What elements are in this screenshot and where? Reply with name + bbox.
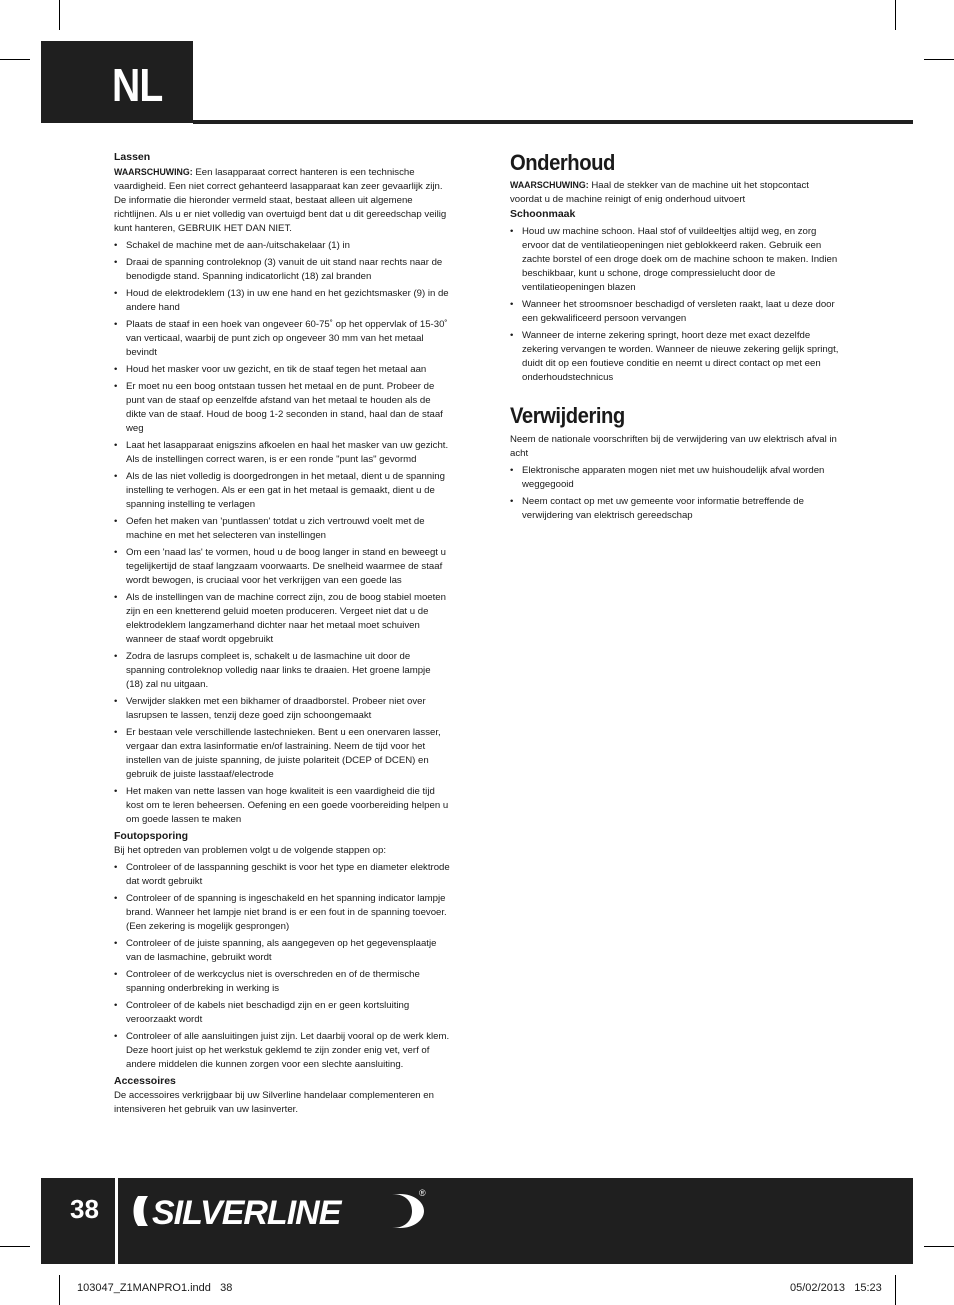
registered-mark: ®	[419, 1188, 426, 1198]
right-column	[510, 150, 840, 523]
list-item: • Controleer of de kabels niet beschadigd zijn en er geen kortsluiting veroorzaakt wordt	[114, 999, 450, 1027]
schoonmaak-heading: Schoonmaak	[510, 208, 576, 220]
list-item: • Wanneer de interne zekering springt, hoort deze met exact dezelfde zekering vervangen te worden. Wanneer de nieuwe zekering gelijk springt, duidt dit op een foutieve conditie en neemt u direct contact op met een onderhoudstechnicus	[510, 329, 840, 385]
list-item: • Zodra de lasrups compleet is, schakelt u de lasmachine uit door de spanning controleknop volledig naar links te draaien. Het groene lampje (18) zal nu uitgaan.	[114, 650, 450, 692]
foutopsporing-intro: Bij het optreden van problemen volgt u de volgende stappen op:	[114, 845, 387, 856]
warning-text: Haal de stekker van de machine uit het stopcontact voordat u de machine reinigt of enig onderhoud uitvoert	[510, 180, 809, 205]
schoonmaak-list	[510, 225, 840, 385]
list-item: • Controleer of alle aansluitingen juist zijn. Let daarbij vooral op de werk klem. Deze hoort juist op het werkstuk geklemd te zijn zonder enig vet, verf of andere middelen die kunnen zorgen voor een slechte aansluiting.	[114, 1030, 450, 1072]
list-item: • Laat het lasapparaat enigszins afkoelen en haal het masker van uw gezicht. Als de instellingen correct waren, is er een ronde "punt las" gevormd	[114, 439, 450, 467]
accessoires-text: De accessoires verkrijgbaar bij uw Silverline handelaar complementeren en intensiveren het gebruik van uw lasinverter.	[114, 1090, 434, 1115]
warning-label: WAARSCHUWING:	[114, 167, 193, 177]
crop-mark	[59, 1275, 60, 1305]
lassen-list	[114, 239, 450, 827]
crop-mark	[895, 0, 896, 30]
list-item: • Als de instellingen van de machine correct zijn, zou de boog stabiel moeten zijn en een knetterend geluid moeten produceren. Vergeet niet dat u de elektrodeklem langzamerhand dichter naar het metaal moet schuiven wanneer de staaf wordt opgebruikt	[114, 591, 450, 647]
lassen-heading: Lassen	[114, 151, 151, 163]
verwijdering-intro: Neem de nationale voorschriften bij de verwijdering van uw elektrisch afval in acht	[510, 434, 837, 459]
page-number: 38	[70, 1194, 99, 1224]
lassen-warning	[114, 165, 450, 236]
list-item: • Er moet nu een boog ontstaan tussen het metaal en de punt. Probeer de punt van de staaf op eenzelfde afstand van het metaal te houden als de dikte van de staaf. Houd de boog 1-2 seconden in stand, haal dan de staaf weg	[114, 380, 450, 436]
file-info: 103047_Z1MANPRO1.indd 38	[77, 1282, 233, 1294]
list-item: • Elektronische apparaten mogen niet met uw huishoudelijk afval worden weggegooid	[510, 464, 840, 492]
crop-mark	[59, 0, 60, 30]
list-item: • Als de las niet volledig is doorgedrongen in het metaal, dient u de spanning instelling te verhogen. Als er een gat in het metaal is gemaakt, dient u de spanning instelling te verlagen	[114, 470, 450, 512]
list-item: • Er bestaan vele verschillende lastechnieken. Bent u een onervaren lasser, vergaar dan extra lasinformatie en/of lastraining. Neem de tijd voor het instellen van de juiste spanning, de juiste polariteit (DCEP of DCEN) en gebruik de juiste lasstaaf/electrode	[114, 726, 450, 782]
list-item: • Wanneer het stroomsnoer beschadigd of versleten raakt, laat u deze door een gekwalificeerd persoon vervangen	[510, 298, 840, 326]
crop-mark	[895, 1275, 896, 1305]
verwijdering-list	[510, 464, 840, 523]
silverline-logo	[130, 1186, 430, 1241]
crop-mark	[924, 1246, 954, 1247]
list-item: • Het maken van nette lassen van hoge kwaliteit is een vaardigheid die tijd kost om te leren beheersen. Oefening en een goede voorbereiding helpen u om goede lassen te maken	[114, 785, 450, 827]
list-item: • Neem contact op met uw gemeente voor informatie betreffende de verwijdering van elektrisch gereedschap	[510, 495, 840, 523]
verwijdering-title: Verwijdering	[510, 403, 625, 428]
foutopsporing-list	[114, 861, 450, 1072]
list-item: • Plaats de staaf in een hoek van ongeveer 60-75˚ op het oppervlak of 15-30˚ van verticaal, waarbij de punt zich op ongeveer 30 mm van het metaal bevindt	[114, 318, 450, 360]
warning-text: Een lasapparaat correct hanteren is een technische vaardigheid. Een niet correct gehanteerd lasapparaat kan zeer gevaarlijk zijn. De informatie die hieronder vermeld staat, bestaat alleen uit algemene richtlijnen. Als u er niet volledig van overtuigd bent dat u dit gereedschap veilig kunt hanteren, GEBRUIK HET DAN NIET.	[114, 167, 447, 234]
onderhoud-title: Onderhoud	[510, 150, 615, 175]
list-item: • Houd het masker voor uw gezicht, en tik de staaf tegen het metaal aan	[114, 363, 450, 377]
list-item: • Controleer of de spanning is ingeschakeld en het spanning indicator lampje brand. Wanneer het lampje niet brand is er een fout in de spanning toevoer. (Een zekering is mogelijk gesprongen)	[114, 892, 450, 934]
list-item: • Houd de elektrodeklem (13) in uw ene hand en het gezichtsmasker (9) in de andere hand	[114, 287, 450, 315]
header-rule	[193, 120, 913, 124]
list-item: • Verwijder slakken met een bikhamer of draadborstel. Probeer niet over lasrupsen te lassen, tenzij deze goed zijn schoongemaakt	[114, 695, 450, 723]
accessoires-heading: Accessoires	[114, 1075, 176, 1087]
silverline-logo-graphic	[130, 1186, 430, 1236]
crop-mark	[0, 1246, 30, 1247]
warning-label: WAARSCHUWING:	[510, 180, 589, 190]
foutopsporing-heading: Foutopsporing	[114, 830, 189, 842]
logo-left-hook	[134, 1196, 149, 1226]
left-column	[114, 150, 450, 1117]
list-item: • Draai de spanning controleknop (3) vanuit de uit stand naar rechts naar de benodigde stand. Spanning indicatorlicht (18) zal branden	[114, 256, 450, 284]
crop-mark	[0, 59, 30, 60]
list-item: • Houd uw machine schoon. Haal stof of vuildeeltjes altijd weg, en zorg ervoor dat de ventilatieopeningen niet geblokkeerd raken. Gebruik een zachte borstel of een droge doek om de machine schoon te maken. Indien beschikbaar, kunt u schone, droge compressielucht door de ventilatieopeningen blazen	[510, 225, 840, 295]
footer-divider	[115, 1178, 118, 1264]
logo-right-hook	[392, 1194, 424, 1228]
logo-wordmark: SILVERLINE	[152, 1194, 341, 1232]
crop-mark	[924, 59, 954, 60]
date-info: 05/02/2013 15:23	[790, 1282, 882, 1294]
list-item: • Schakel de machine met de aan-/uitschakelaar (1) in	[114, 239, 450, 253]
onderhoud-warning	[510, 178, 840, 207]
list-item: • Controleer of de lasspanning geschikt is voor het type en diameter elektrode dat wordt gebruikt	[114, 861, 450, 889]
list-item: • Oefen het maken van 'puntlassen' totdat u zich vertrouwd voelt met de machine en met het selecteren van instellingen	[114, 515, 450, 543]
list-item: • Om een 'naad las' te vormen, houd u de boog langer in stand en beweegt u tegelijkertijd de staaf langzaam voorwaarts. De snelheid waarmee de staaf wordt bewogen, is cruciaal voor het verkrijgen van een goede las	[114, 546, 450, 588]
list-item: • Controleer of de werkcyclus niet is overschreden en of de thermische spanning onderbreking in werking is	[114, 968, 450, 996]
language-code: NL	[112, 59, 163, 111]
list-item: • Controleer of de juiste spanning, als aangegeven op het gegevensplaatje van de lasmachine, gebruikt wordt	[114, 937, 450, 965]
